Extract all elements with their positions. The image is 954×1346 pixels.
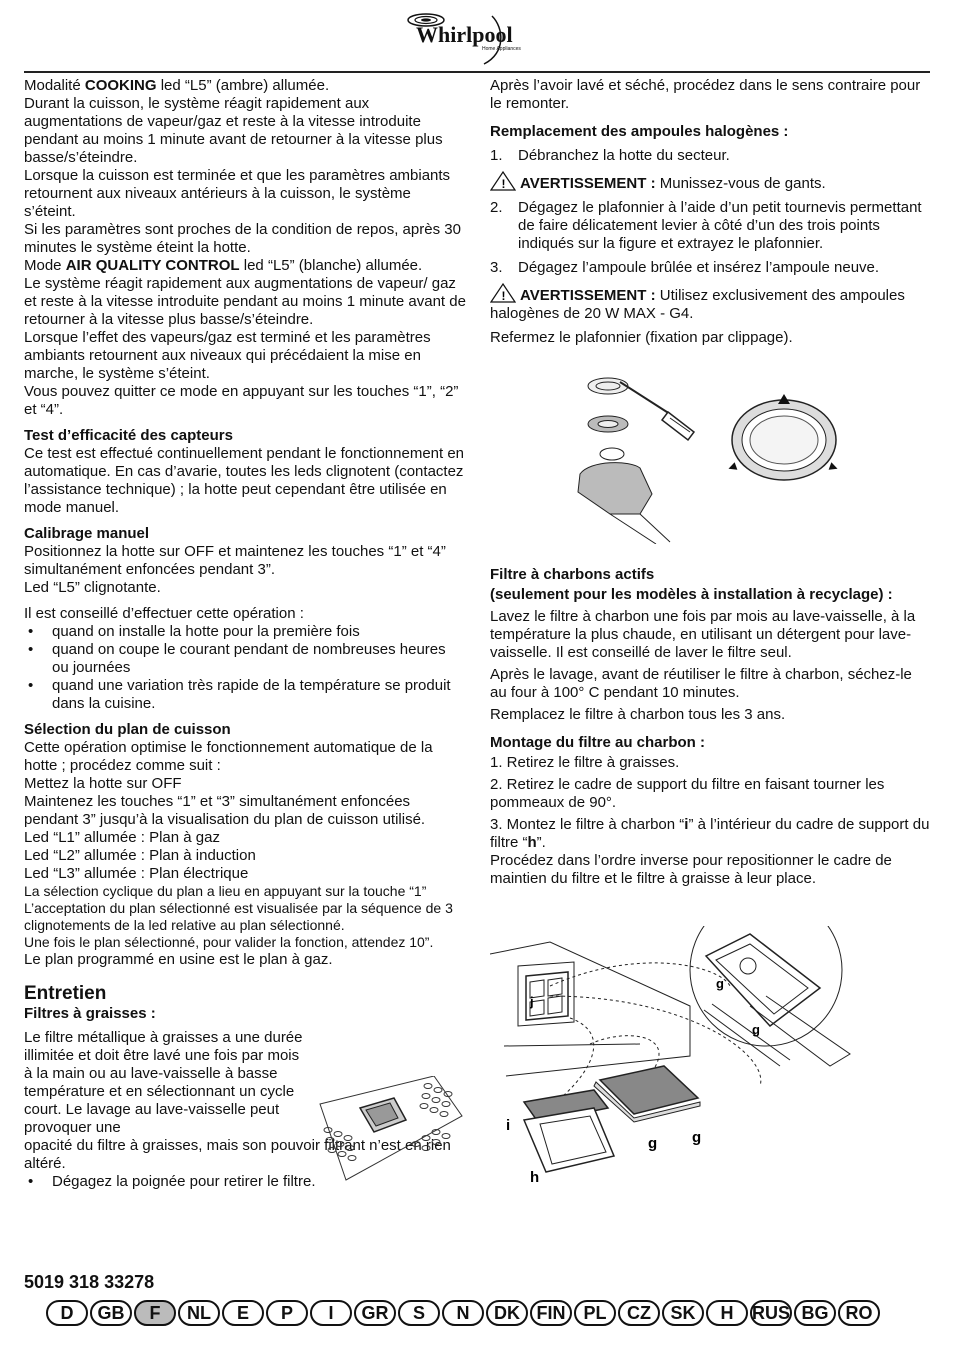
lamp-steps-1 [490,147,930,165]
language-tab-dk[interactable]: DK [486,1300,528,1326]
mount-step-3-h: h [527,834,537,851]
lamp-step-1: Débranchez la hotte du secteur. [518,147,730,164]
charcoal-paragraph-1: Lavez le filtre à charbon une fois par mois au lave-vaisselle, à la température la plus chaude, en utilisant un détergent pour lave-vaisselle. Il est conseillé de laver le filtre seul. [490,608,916,661]
label-g-2: g [692,1129,702,1146]
warning-2-label: AVERTISSEMENT : [520,287,656,304]
label-i: i [506,1117,511,1134]
aqc-mode-line [24,257,466,275]
maintenance-heading: Entretien [24,983,107,1004]
aqc-paragraph-1: Le système réagit rapidement aux augmentations de vapeur/ gaz et reste à la vitesse introduite pendant au moins 1 minute avant de retourner à la vitesse plus basse/s’éteindre. [24,275,466,328]
warning-1 [490,171,930,193]
mount-step-3 [490,816,930,852]
close-light-paragraph: Refermez le plafonnier (fixation par clippage). [490,329,793,346]
left-column [24,77,466,1191]
list-item: 3. Dégagez l’ampoule brûlée et insérez l’ampoule neuve. [490,259,880,276]
grease-filter-heading: Filtres à graisses : [24,1005,156,1022]
language-tab-gb[interactable]: GB [90,1300,132,1326]
language-selector [46,1300,880,1326]
svg-text:!: ! [501,177,506,191]
label-g-detail-2: g [752,1022,760,1037]
language-tab-nl[interactable]: NL [178,1300,220,1326]
warning-icon [490,283,516,303]
language-tab-ro[interactable]: RO [838,1300,880,1326]
language-tab-d[interactable]: D [46,1300,88,1326]
advice-item-1: quand on installe la hotte pour la première fois [52,623,360,640]
aqc-bold: AIR QUALITY CONTROL [65,257,240,274]
language-tab-pl[interactable]: PL [574,1300,616,1326]
cooking-paragraph-1: Durant la cuisson, le système réagit rapidement aux augmentations de vapeur/gaz et reste à la vitesse introduite pendant au moins 1 minute avant de retourner à la vitesse plus basse/s’éteindre. [24,95,443,166]
list-item: • Dégagez la poignée pour retirer le filtre. [28,1173,316,1190]
lamp-steps-2 [490,199,930,277]
mount-heading: Montage du filtre au charbon : [490,734,706,751]
charcoal-paragraph-3: Remplacez le filtre à charbon tous les 3 ans. [490,706,786,723]
hob-paragraph-2: Mettez la hotte sur OFF [24,775,182,792]
aqc-paragraph-2: Lorsque l’effet des vapeurs/gaz est terminé et les paramètres ambiants retournent aux niveaux qui précédaient la mise en marche, le système s’éteint. [24,329,431,382]
hob-paragraph-1: Cette opération optimise le fonctionnement automatique de la hotte ; procédez comme suit : [24,739,433,774]
mount-step-3-b: ” à l’intérieur du cadre de support du filtre “ [490,816,930,851]
language-tab-gr[interactable]: GR [354,1300,396,1326]
grease-bullet: Dégagez la poignée pour retirer le filtre. [52,1173,316,1190]
list-item: • quand on installe la hotte pour la première fois [28,623,360,640]
hob-led-1: Led “L1” allumée : Plan à gaz [24,829,220,846]
lamp-heading: Remplacement des ampoules halogènes : [490,123,789,140]
label-g-detail-1: g [716,976,724,991]
hob-paragraph-6: Le plan programmé en usine est le plan à gaz. [24,951,333,968]
warning-2-text: Utilisez exclusivement des ampoules halogènes de 20 W MAX - G4. [490,287,905,322]
label-j: j [530,994,534,1009]
right-column [490,77,930,347]
language-tab-n[interactable]: N [442,1300,484,1326]
charcoal-filter-illustration [490,926,930,1190]
language-tab-rus[interactable]: RUS [750,1300,792,1326]
cooking-paragraph-3: Si les paramètres sont proches de la condition de repos, après 30 minutes le système éteint la hotte. [24,221,461,256]
mount-step-1: 1. Retirez le filtre à graisses. [490,754,680,771]
grease-filter-illustration [316,1076,464,1186]
cooking-suffix: led “L5” (ambre) allumée. [156,77,330,94]
cooking-paragraph-2: Lorsque la cuisson est terminée et que les paramètres ambiants retournent aux niveaux antérieurs à la cuisson, le système s’éteint. [24,167,451,220]
grease-paragraph-b: opacité du filtre à graisses, mais son pouvoir filtrant n’est en rien altéré. [24,1137,451,1172]
language-tab-i[interactable]: I [310,1300,352,1326]
language-tab-bg[interactable]: BG [794,1300,836,1326]
warning-2 [490,283,930,323]
lamp-replacement-illustration [560,374,840,544]
header-rule [24,71,930,73]
brand-tagline: Home Appliances [482,46,521,52]
aqc-prefix: Mode [24,257,66,274]
brand-name: Whirlpool [416,22,513,47]
language-tab-cz[interactable]: CZ [618,1300,660,1326]
charcoal-paragraph-2: Après le lavage, avant de réutiliser le filtre à charbon, séchez-le au four à 100° C pendant 10 minutes. [490,666,912,701]
cooking-bold: COOKING [84,77,157,94]
language-tab-s[interactable]: S [398,1300,440,1326]
language-tab-e[interactable]: E [222,1300,264,1326]
list-item: • quand on coupe le courant pendant de nombreuses heures ou journées [28,641,446,676]
charcoal-heading-2: (seulement pour les modèles à installation à recyclage) : [490,586,893,603]
reassemble-paragraph: Après l’avoir lavé et séché, procédez dans le sens contraire pour le remonter. [490,77,921,112]
label-h: h [530,1169,540,1186]
hob-led-3: Led “L3” allumée : Plan électrique [24,865,249,882]
list-item: • quand une variation très rapide de la température se produit dans la cuisine. [28,677,451,712]
language-tab-h[interactable]: H [706,1300,748,1326]
grease-paragraph-a: Le filtre métallique à graisses a une durée illimitée et doit être lavé une fois par mois à la main ou au lave-vaisselle à basse température et en sélectionnant un cycle court. Le lavage au lave-vaisselle peut provoquer une [24,1029,303,1136]
hob-selection-heading: Sélection du plan de cuisson [24,721,231,738]
sensor-test-paragraph: Ce test est effectué continuellement pendant le fonctionnement en automatique. En cas d’avarie, toutes les leds clignotent (contactez l’assistance technique) ; la hotte peut cependant être utilisée en mode manuel. [24,445,465,516]
mount-step-2: 2. Retirez le cadre de support du filtre en faisant tourner les pommeaux de 90°. [490,776,885,811]
mount-step-3-c: ”. [536,834,546,851]
hob-paragraph-4: La sélection cyclique du plan a lieu en appuyant sur la touche “1” L’acceptation du plan sélectionné est visualisée par la séquence de 3 clignotements de la led relative au plan sélectionné. [24,883,453,933]
calibration-paragraph-1: Positionnez la hotte sur OFF et maintenez les touches “1” et “4” simultanément enfoncées pendant 3”. [24,543,446,578]
warning-1-label: AVERTISSEMENT : [520,175,656,192]
cooking-prefix: Modalité [24,77,85,94]
charcoal-section [490,558,930,888]
advice-line: Il est conseillé d’effectuer cette opération : [24,605,304,622]
advice-item-2: quand on coupe le courant pendant de nombreuses heures ou journées [52,641,446,676]
language-tab-fin[interactable]: FIN [530,1300,572,1326]
aqc-suffix: led “L5” (blanche) allumée. [239,257,423,274]
mount-paragraph: Procédez dans l’ordre inverse pour repositionner le cadre de maintien du filtre et le filtre à graisse à leur place. [490,852,892,887]
lamp-step-3: Dégagez l’ampoule brûlée et insérez l’ampoule neuve. [518,259,880,276]
cooking-mode-line [24,77,466,95]
hob-led-2: Led “L2” allumée : Plan à induction [24,847,256,864]
aqc-paragraph-3: Vous pouvez quitter ce mode en appuyant sur les touches “1”, “2” et “4”. [24,383,459,418]
document-code: 5019 318 33278 [24,1272,155,1292]
whirlpool-logo [404,8,534,66]
hob-paragraph-5: Une fois le plan sélectionné, pour valider la fonction, attendez 10”. [24,934,434,950]
list-item: 2. Dégagez le plafonnier à l’aide d’un petit tournevis permettant de faire délicatement levier à côté d’un des trois points indiqués sur la figure et extrayez le plafonnier. [490,199,922,252]
svg-text:!: ! [501,289,506,303]
sensor-test-heading: Test d’efficacité des capteurs [24,427,233,444]
lamp-step-2: Dégagez le plafonnier à l’aide d’un petit tournevis permettant de faire délicatement levier à côté d’un des trois points indiqués sur la figure et extrayez le plafonnier. [518,199,922,252]
advice-list [24,623,466,713]
language-tab-sk[interactable]: SK [662,1300,704,1326]
charcoal-heading-1: Filtre à charbons actifs [490,566,655,583]
warning-1-text: Munissez-vous de gants. [655,175,826,192]
label-g-1: g [648,1135,658,1152]
calibration-heading: Calibrage manuel [24,525,150,542]
advice-item-3: quand une variation très rapide de la température se produit dans la cuisine. [52,677,451,712]
mount-step-3-i: i [684,816,689,833]
list-item: 1. Débranchez la hotte du secteur. [490,147,730,164]
calibration-paragraph-2: Led “L5” clignotante. [24,579,161,596]
language-tab-f[interactable]: F [134,1300,176,1326]
hob-paragraph-3: Maintenez les touches “1” et “3” simultanément enfoncées pendant 3” jusqu’à la visualisation du plan de cuisson utilisé. [24,793,426,828]
mount-step-3-a: 3. Montez le filtre à charbon “ [490,816,685,833]
warning-icon [490,171,516,191]
language-tab-p[interactable]: P [266,1300,308,1326]
